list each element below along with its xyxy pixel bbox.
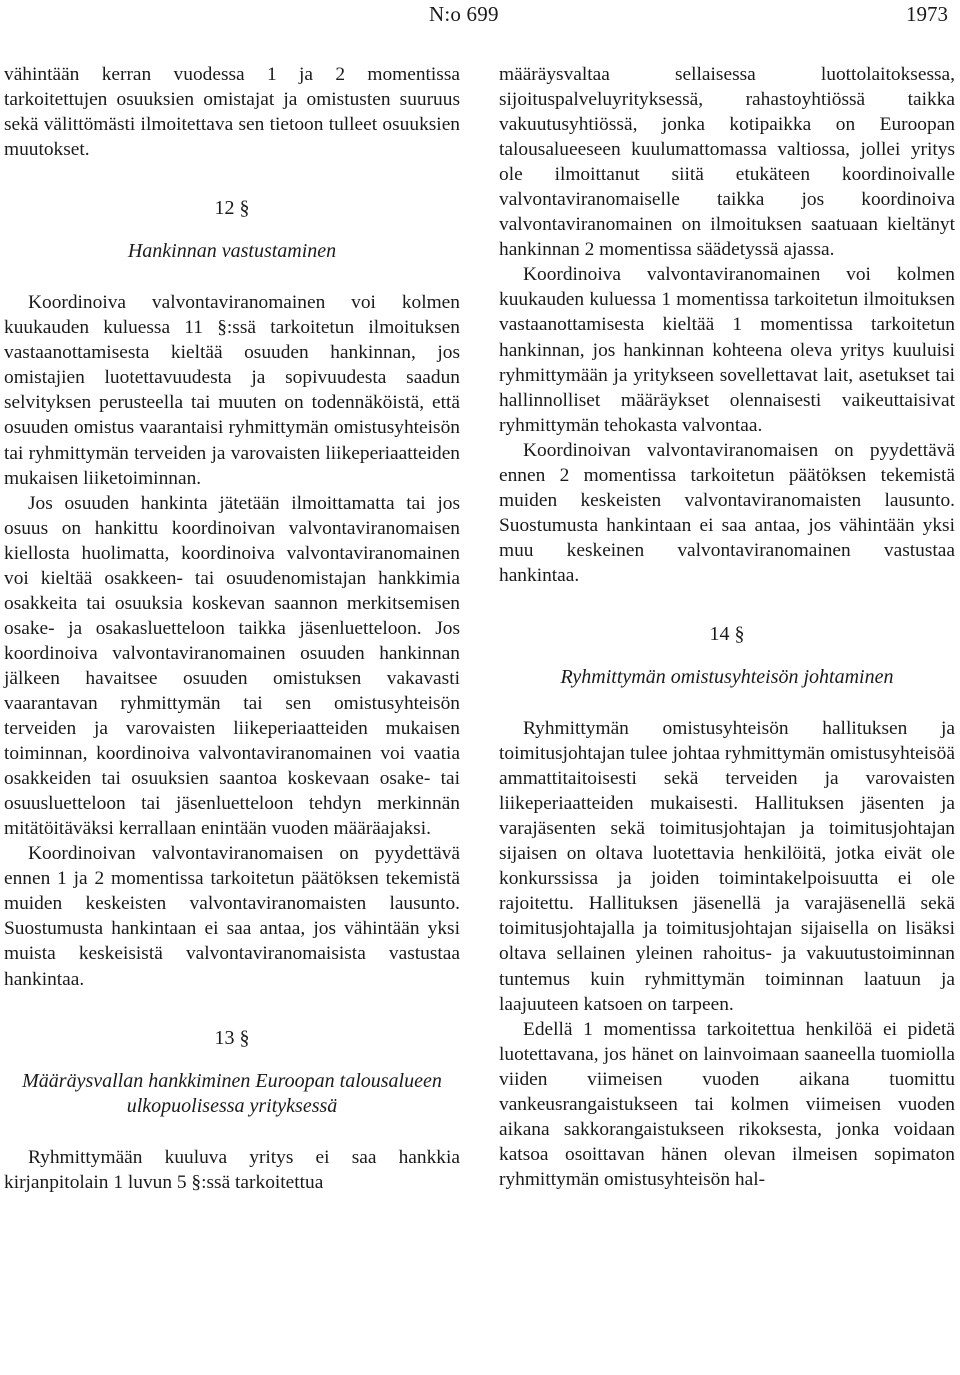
section-12-paragraph: Jos osuuden hankinta jätetään ilmoittamatta tai jos osuus on hankittu koordinoivan valvontaviranomaisen kiellosta huolimatta, koordinoiva valvontaviranomainen voi kieltää osakkeen- tai osuudenomistajan hankkimia osakkeita tai osuuksia koskevan saannon merkitsemisen osake- ja osakasluetteloon taikka jäsenluetteloon. Jos koordinoiva valvontaviranomainen osuuden hankinnan jälkeen havaitsee osuuden omistuksen vakavasti vaarantavan ryhmittymän tai sen omistusyhteisön terveiden ja varovaisten liikeperiaatteiden mukaisen toiminnan, koordinoiva valvontaviranomainen voi vaatia osakkeiden tai osuuksien saantoa koskevaan osake- tai osuusluetteloon tai jäsenluetteloon tehdyn merkinnän mitätöitäväksi kerrallaan enintään vuoden määräajaksi.	[4, 492, 460, 840]
page-number: 1973	[906, 2, 948, 26]
section-13-paragraph: Koordinoiva valvontaviranomainen voi kolmen kuukauden kuluessa 1 momentissa tarkoitetun ilmoituksen vastaanottamisesta kieltää 1 momentissa tarkoitetun hankinnan, jos hankinnan kohteena oleva yritys kuuluisi ryhmittymään ja yritykseen sovellettavat lait, asetukset tai hallinnolliset määräykset olennaisesti vaikeuttaisivat ryhmittymän tehokasta valvontaa.	[499, 264, 955, 436]
section-12-number: 12 §	[214, 197, 250, 220]
section-12-paragraph: Koordinoiva valvontaviranomainen voi kolmen kuukauden kuluessa 11 §:ssä tarkoitetun ilmoituksen vastaanottamisesta kieltää osuuden hankinnan, jos omistajien luotettavuudesta ja sopivuudesta saadun selvityksen perusteella tai muuten on todennäköistä, että osuuden omistus vaarantaisi ryhmittymän omistusyhteisön tai ryhmittymän terveiden ja varovaisten liikeperiaatteiden mukaisen liiketoiminnan.	[4, 292, 460, 489]
section-13-paragraph: Ryhmittymään kuuluva yritys ei saa hankkia kirjanpitolain 1 luvun 5 §:ssä tarkoitettua	[4, 1146, 460, 1193]
section-13-title: Määräysvallan hankkiminen Euroopan talousalueen ulkopuolisessa yrityksessä	[22, 1069, 442, 1117]
section-14-title: Ryhmittymän omistusyhteisön johtaminen	[560, 666, 894, 689]
section-12-paragraph: Koordinoivan valvontaviranomaisen on pyydettävä ennen 1 ja 2 momentissa tarkoitetun päätöksen tekemistä muiden keskeisten valvontaviranomaisten lausunto. Suostumusta hankintaan ei saa antaa, jos vähintään yksi muista keskeisistä valvontaviranomaisista vastustaa hankintaa.	[4, 843, 460, 990]
left-column	[4, 62, 460, 1195]
right-column	[499, 62, 955, 1192]
section-13-paragraph: Koordinoivan valvontaviranomaisen on pyydettävä ennen 2 momentissa tarkoitetun päätöksen tekemistä muiden keskeisten valvontaviranomaisten lausunto. Suostumusta hankintaan ei saa antaa, jos vähintään yksi muu keskeinen valvontaviranomainen vastustaa hankintaa.	[499, 439, 955, 586]
section-14-paragraph: Edellä 1 momentissa tarkoitettua henkilöä ei pidetä luotettavana, jos hänet on lainvoimaan saaneella tuomiolla viiden viimeisen vuoden aikana tuomittu vankeusrangaistukseen tai kolmen viimeisen vuoden aikana sakkorangaistukseen rikoksesta, jonka voidaan katsoa osoittavan hänen olevan ilmeisen sopimaton ryhmittymän omistusyhteisön hal-	[499, 1018, 955, 1190]
intro-paragraph: vähintään kerran vuodessa 1 ja 2 momentissa tarkoitettujen osuuksien omistajat ja omistusten suuruus sekä välittömästi ilmoitettava sen tietoon tulleet osuuksien muutokset.	[4, 64, 460, 161]
section-12-title: Hankinnan vastustaminen	[127, 240, 337, 263]
page-header	[0, 0, 960, 36]
issue-number: N:o 699	[429, 2, 499, 26]
section-13-continued-paragraph: määräysvaltaa sellaisessa luottolaitoksessa, sijoituspalveluyrityksessä, rahastoyhtiössä taikka vakuutusyhtiössä, jonka kotipaikka on Euroopan talousalueeseen kuulumattomassa valtiossa, jollei yritys ole ilmoittanut siitä etukäteen koordinoivalle valvontaviranomaiselle taikka jos koordinoiva valvontaviranomainen on ilmoituksen saatuaan kieltänyt hankinnan 2 momentissa säädetyssä ajassa.	[499, 64, 955, 261]
section-14-number: 14 §	[709, 622, 745, 645]
section-14-paragraph: Ryhmittymän omistusyhteisön hallituksen ja toimitusjohtajan tulee johtaa ryhmittymän omistusyhteisöä ammattitaitoisesti sekä terveiden ja varovaisten liikeperiaatteiden mukaisesti. Hallituksen jäsenten ja varajäsenten sekä toimitusjohtajan ja toimitusjohtajan sijaisen on oltava luotettavia henkilöitä, jotka eivät ole konkurssissa ja joiden toimintakelpoisuutta ei ole rajoitettu. Hallituksen jäsenellä ja varajäsenellä sekä toimitusjohtajalla ja toimitusjohtajan sijaisella on lisäksi oltava sellainen yleinen rahoitus- ja vakuutustoiminnan tuntemus kuin ryhmittymän toiminnan laatuun ja laajuuteen katsoen on tarpeen.	[499, 718, 955, 1015]
section-13-number: 13 §	[214, 1026, 250, 1049]
